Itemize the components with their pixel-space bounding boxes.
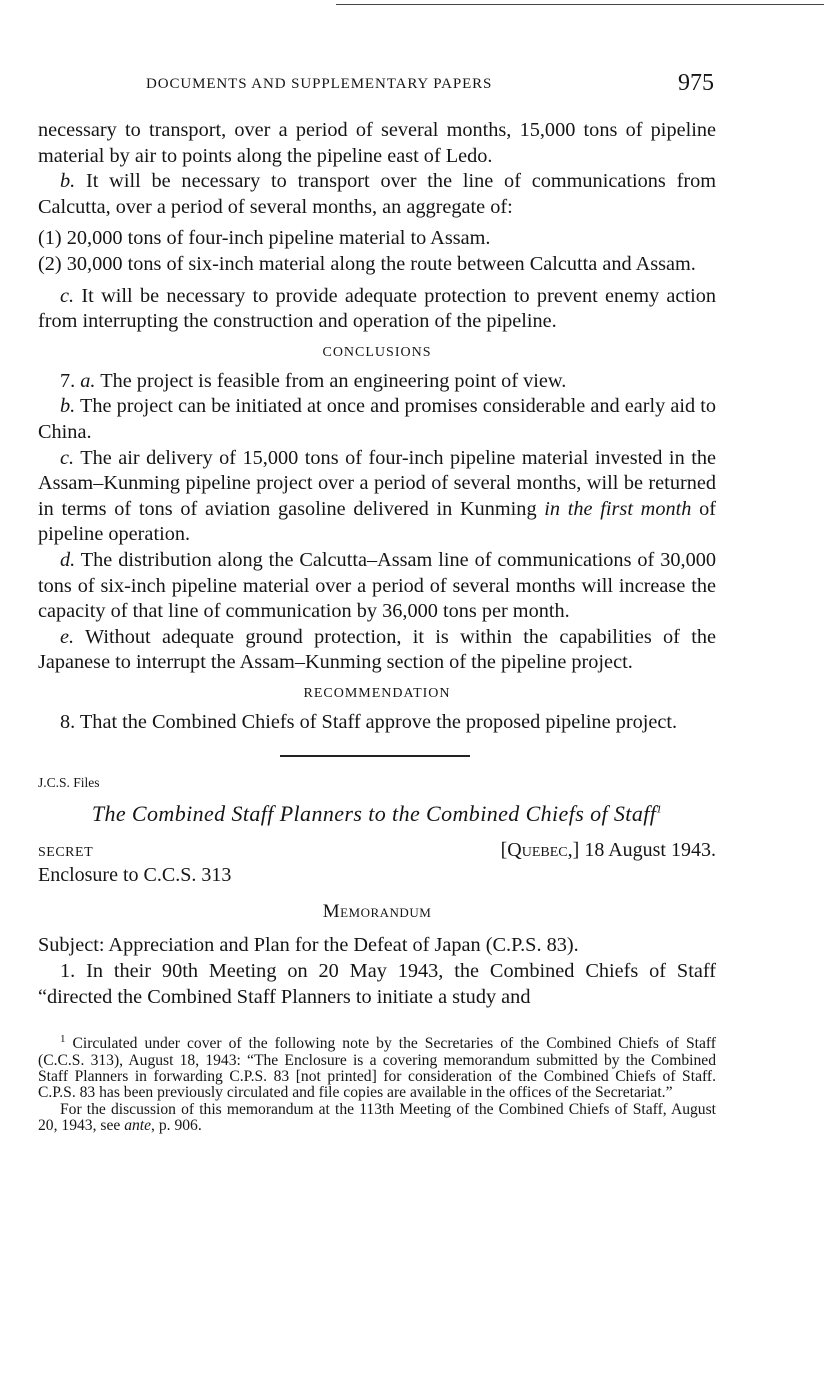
footnote-2: [38, 1102, 716, 1135]
date: 18 August 1943.: [579, 839, 716, 862]
subject-line: Subject: Appreciation and Plan for the Defeat of Japan (C.P.S. 83).: [38, 934, 579, 957]
paragraph-b-label: b.: [60, 170, 76, 193]
conclusion-d-label: d.: [60, 548, 76, 571]
conclusion-a-label: a.: [80, 369, 96, 392]
footnote-2-emphasis: ante: [124, 1117, 152, 1135]
list-item-number: (2): [38, 252, 62, 275]
footnote-mark: 1: [60, 1033, 66, 1046]
conclusion-b-text: The project can be initiated at once and promises considerable and early aid to China.: [38, 395, 716, 443]
conclusion-b-label: b.: [60, 395, 76, 418]
footnote-2-text: For the discussion of this memorandum at the 113th Meeting of the Combined Chiefs of Staff, August 20, 1943, see: [38, 1100, 716, 1135]
footnotes: [38, 1033, 716, 1135]
document-meta: [38, 839, 716, 862]
conclusion-c-text-end: of pipeline operation.: [38, 497, 716, 546]
paragraph-c-text: It will be necessary to provide adequate protection to prevent enemy action from interrupting the construction and operation of the pipeline.: [38, 284, 716, 333]
paragraph-b-text: It will be necessary to transport over the line of communications from Calcutta, over a period of several months, an aggregate of:: [38, 170, 716, 218]
conclusion-c-text: The air delivery of 15,000 tons of four-inch pipeline material invested in the Assam–Kunming pipeline project over a period of several months, will be returned in terms of tons of aviation gasoline delivered in Kunming: [38, 446, 716, 520]
conclusion-c-emphasis: in the first month: [544, 497, 692, 520]
document-title: [38, 801, 716, 827]
page-number: 975: [678, 70, 714, 96]
conclusion-e-label: e.: [60, 625, 75, 648]
memo-paragraph-1: 1. In their 90th Meeting on 20 May 1943, the Combined Chiefs of Staff “directed the Combined Staff Planners to initiate a study and: [38, 960, 716, 1008]
memorandum-heading: Memorandum: [322, 901, 432, 923]
footnote-2-end: , p. 906.: [151, 1117, 202, 1135]
recommendation-heading: RECOMMENDATION: [303, 685, 451, 701]
recommendation-paragraph: 8. That the Combined Chiefs of Staff approve the proposed pipeline project.: [60, 710, 678, 733]
conclusion-d: [38, 548, 716, 625]
footnote-reference: 1: [656, 804, 663, 817]
top-rule: [336, 4, 824, 5]
enclosure-line: Enclosure to C.C.S. 313: [38, 864, 232, 887]
conclusion-e-text: Without adequate ground protection, it is within the capabilities of the Japanese to interrupt the Assam–Kunming section of the pipeline project.: [38, 625, 716, 674]
conclusion-e: [38, 625, 716, 676]
list-item: [38, 226, 716, 252]
paragraph-c: [38, 284, 716, 335]
paragraph-c-label: c.: [60, 284, 75, 307]
place: Quebec,: [507, 839, 573, 862]
paragraph-b: [38, 169, 716, 220]
list-item-text: 20,000 tons of four-inch pipeline material to Assam.: [61, 227, 491, 250]
conclusion-c: [38, 446, 716, 548]
transport-list: [38, 226, 716, 277]
conclusion-d-text: The distribution along the Calcutta–Assam line of communications of 30,000 tons of six-inch pipeline material over a period of several months will increase the capacity of that line of communication by 36,000 tons per month.: [38, 548, 716, 623]
place-bracket-close: ]: [572, 839, 580, 862]
conclusion-number: 7.: [60, 369, 81, 392]
conclusion-a: [38, 369, 716, 395]
list-item: [38, 252, 716, 278]
place-bracket-open: [: [500, 839, 508, 862]
footnote-1: [38, 1033, 716, 1102]
conclusions-heading: CONCLUSIONS: [322, 344, 432, 360]
footnote-1-text: Circulated under cover of the following note by the Secretaries of the Combined Chiefs of Staff (C.C.S. 313), August 18, 1943: “The Enclosure is a covering memorandum submitted by the Combined Staff Planners in forwarding C.P.S. 83 [not printed] for consideration of the Combined Chiefs of Staff. C.P.S. 83 has been previously circulated and file copies are available in the offices of the Secretariat.”: [38, 1035, 716, 1102]
document-title-text: The Combined Staff Planners to the Combined Chiefs of Staff: [91, 801, 657, 827]
paragraph-continued: necessary to transport, over a period of several months, 15,000 tons of pipeline material by air to points along the pipeline east of Ledo.: [38, 119, 716, 167]
place-date: [501, 839, 716, 862]
classification-label: SECRET: [38, 845, 94, 861]
running-head: [40, 72, 720, 104]
running-title: DOCUMENTS AND SUPPLEMENTARY PAPERS: [146, 76, 493, 92]
section-divider: [280, 755, 470, 757]
list-item-number: (1): [38, 227, 62, 250]
files-reference: J.C.S. Files: [38, 775, 100, 791]
conclusion-b: [38, 394, 716, 445]
page-body: [38, 118, 716, 1135]
conclusion-c-label: c.: [60, 446, 75, 469]
conclusion-a-text: The project is feasible from an engineering point of view.: [95, 369, 567, 392]
list-item-text: 30,000 tons of six-inch material along the route between Calcutta and Assam.: [61, 252, 696, 275]
